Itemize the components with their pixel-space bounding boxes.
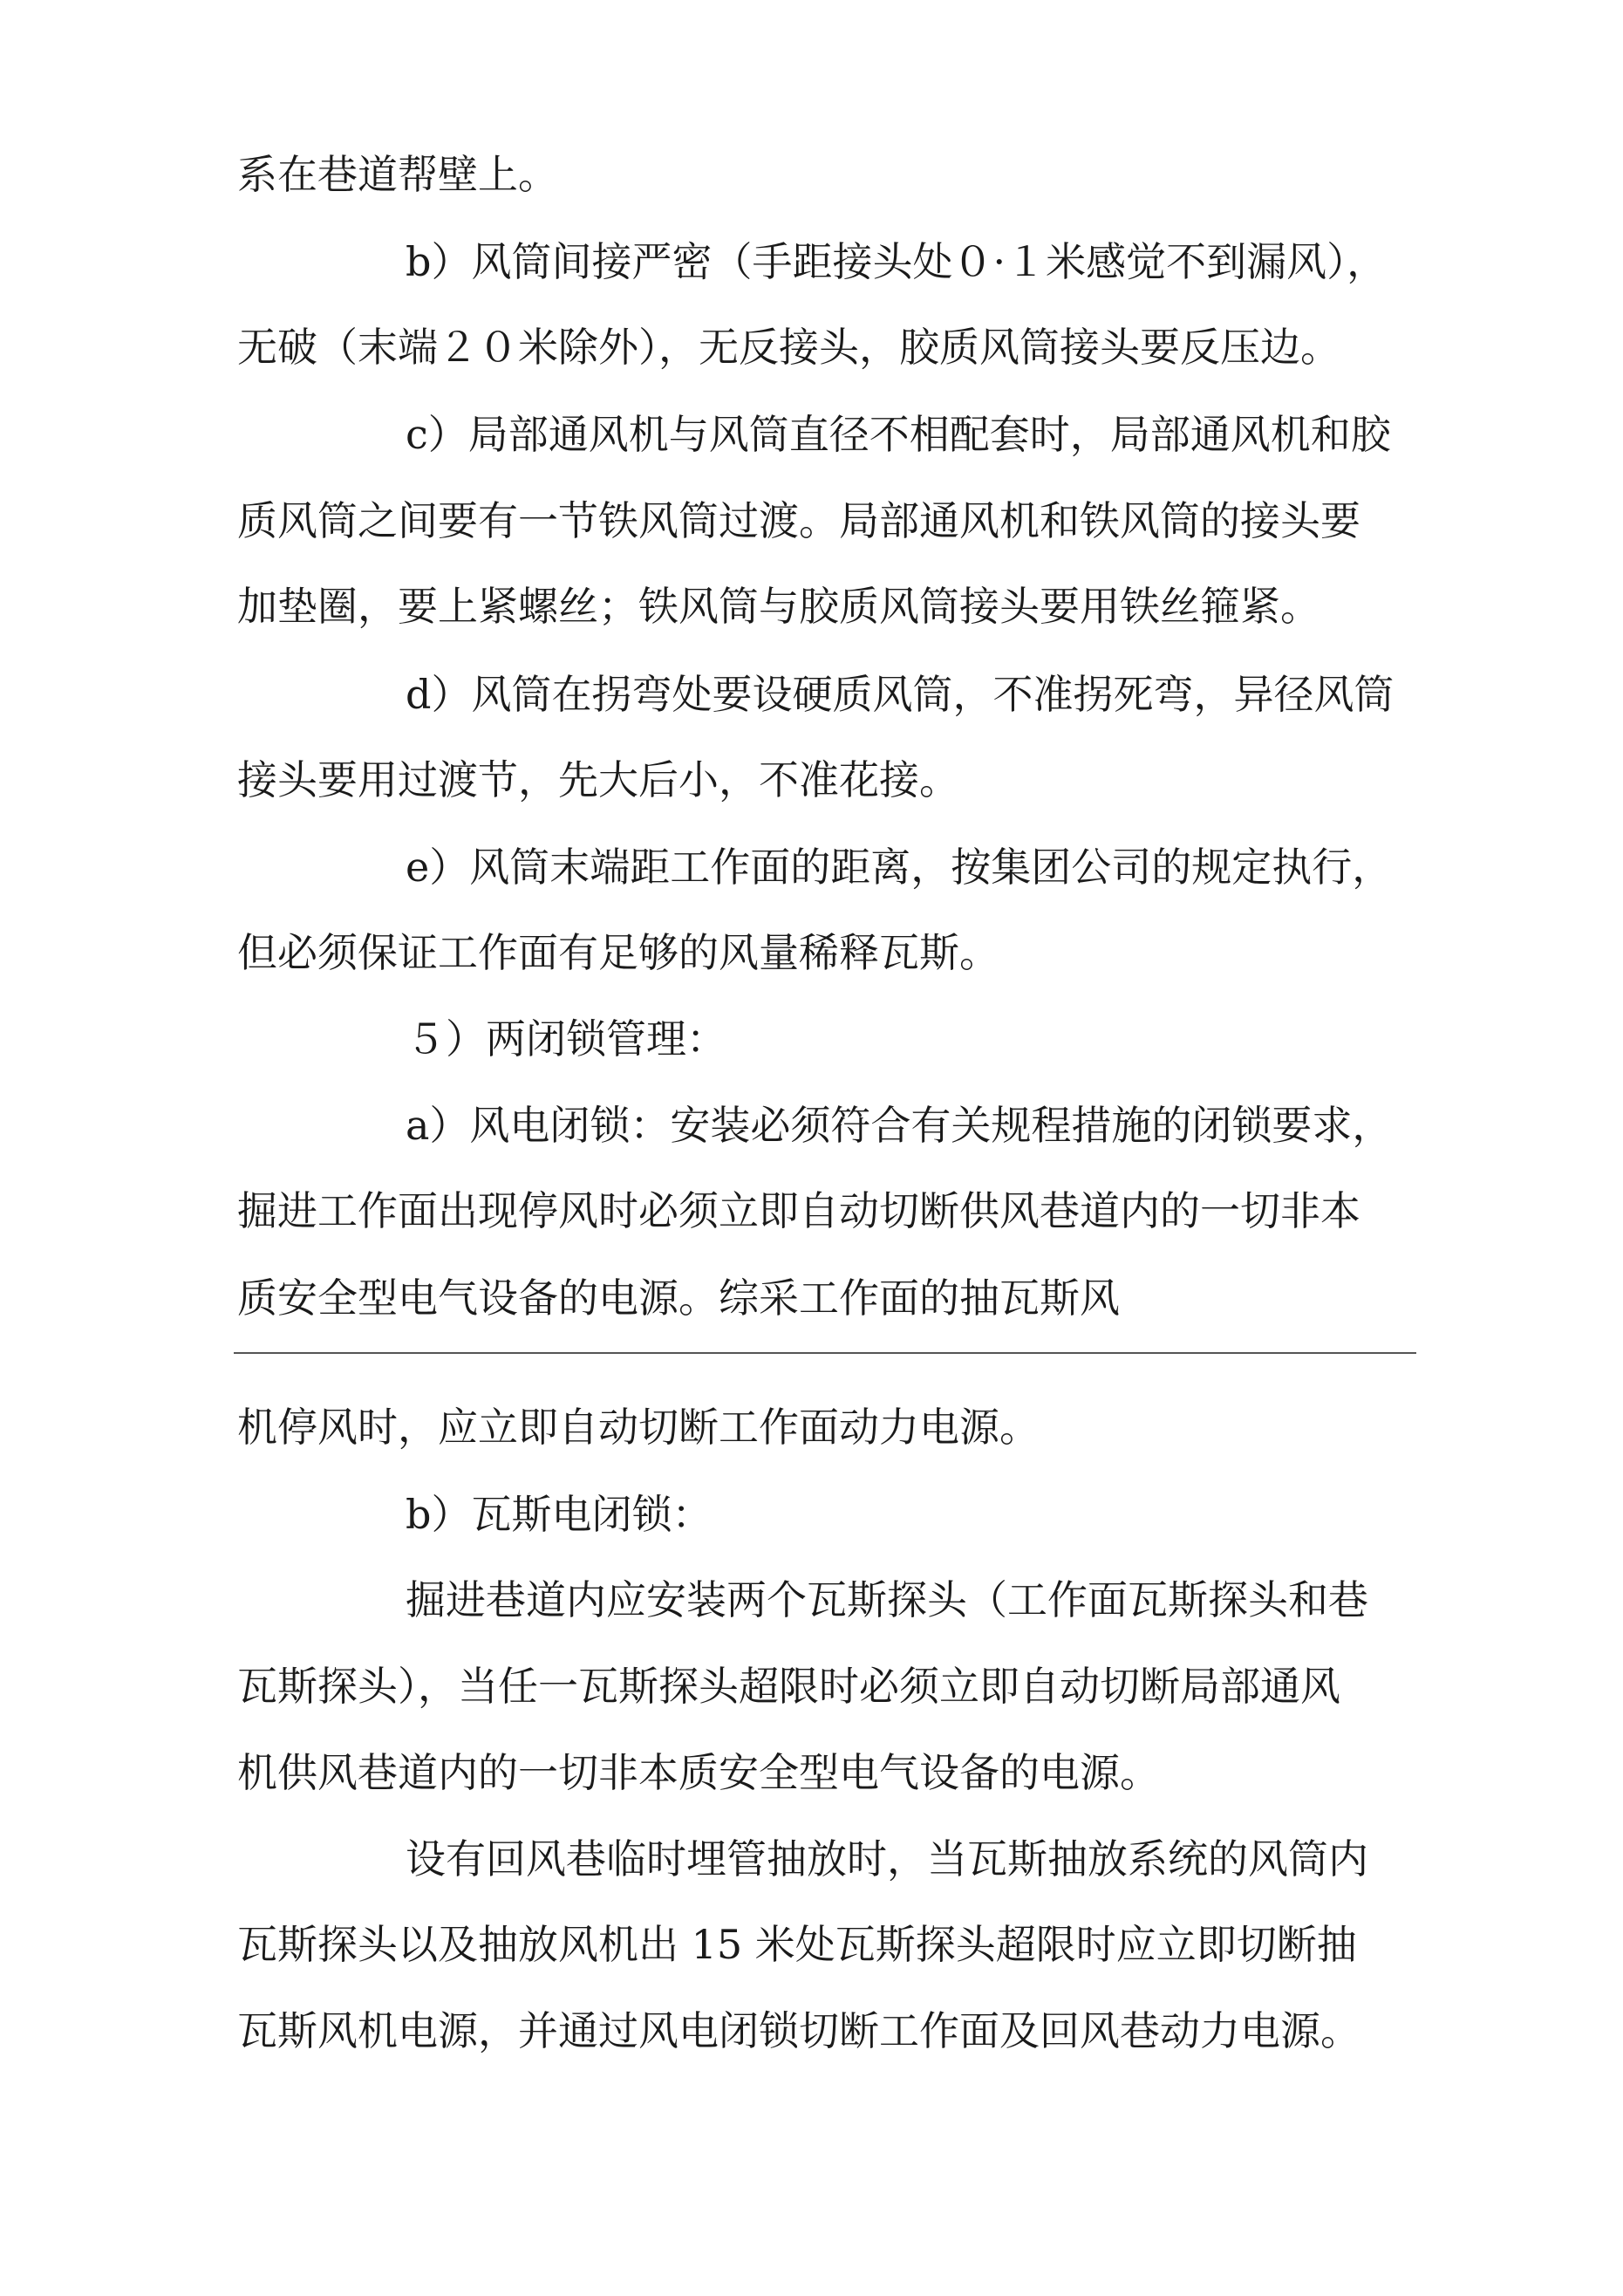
text-line: 无破（末端２０米除外），无反接头，胶质风筒接头要反压边。	[237, 324, 1340, 371]
paragraph-b-start: b）风筒间接严密（手距接头处０·１米感觉不到漏风），	[406, 238, 1388, 285]
text-line: 加垫圈，要上紧螺丝；铁风筒与胶质风筒接头要用铁丝箍紧。	[237, 583, 1320, 630]
text-line: 机供风巷道内的一切非本质安全型电气设备的电源。	[237, 1749, 1160, 1796]
text-line: 瓦斯风机电源，并通过风电闭锁切断工作面及回风巷动力电源。	[237, 2007, 1360, 2054]
text-line: 接头要用过渡节，先大后小，不准花接。	[237, 756, 959, 803]
text-line: 掘进工作面出现停风时必须立即自动切断供风巷道内的一切非本	[237, 1187, 1360, 1234]
paragraph-d-start: d）风筒在拐弯处要设硬质风筒，不准拐死弯，异径风筒	[406, 671, 1395, 718]
text-line: 瓦斯探头），当任一瓦斯探头超限时必须立即自动切断局部通风	[237, 1663, 1340, 1710]
section-heading: ５）两闭锁管理：	[406, 1015, 726, 1063]
text-line: 质安全型电气设备的电源。综采工作面的抽瓦斯风	[237, 1274, 1120, 1322]
paragraph-e-start: e）风筒末端距工作面的距离，按集团公司的规定执行，	[406, 844, 1393, 891]
text-line: 但必须保证工作面有足够的风量稀释瓦斯。	[237, 929, 999, 976]
paragraph-a-start: a）风电闭锁：安装必须符合有关规程措施的闭锁要求，	[406, 1102, 1393, 1149]
text-line: 瓦斯探头以及抽放风机出 15 米处瓦斯探头超限时应立即切断抽	[237, 1921, 1357, 1968]
subsection-heading: b）瓦斯电闭锁：	[406, 1491, 713, 1538]
paragraph-start: 设有回风巷临时埋管抽放时，当瓦斯抽放系统的风筒内	[406, 1835, 1368, 1883]
text-line: 机停风时，应立即自动切断工作面动力电源。	[237, 1404, 1040, 1451]
paragraph-start: 掘进巷道内应安装两个瓦斯探头（工作面瓦斯探头和巷	[406, 1576, 1368, 1623]
text-line: 质风筒之间要有一节铁风筒过渡。局部通风机和铁风筒的接头要	[237, 497, 1360, 544]
paragraph-c-start: c）局部通风机与风筒直径不相配套时，局部通风机和胶	[406, 411, 1391, 458]
text-line: 系在巷道帮壁上。	[237, 151, 558, 198]
page-break-divider	[234, 1352, 1416, 1354]
